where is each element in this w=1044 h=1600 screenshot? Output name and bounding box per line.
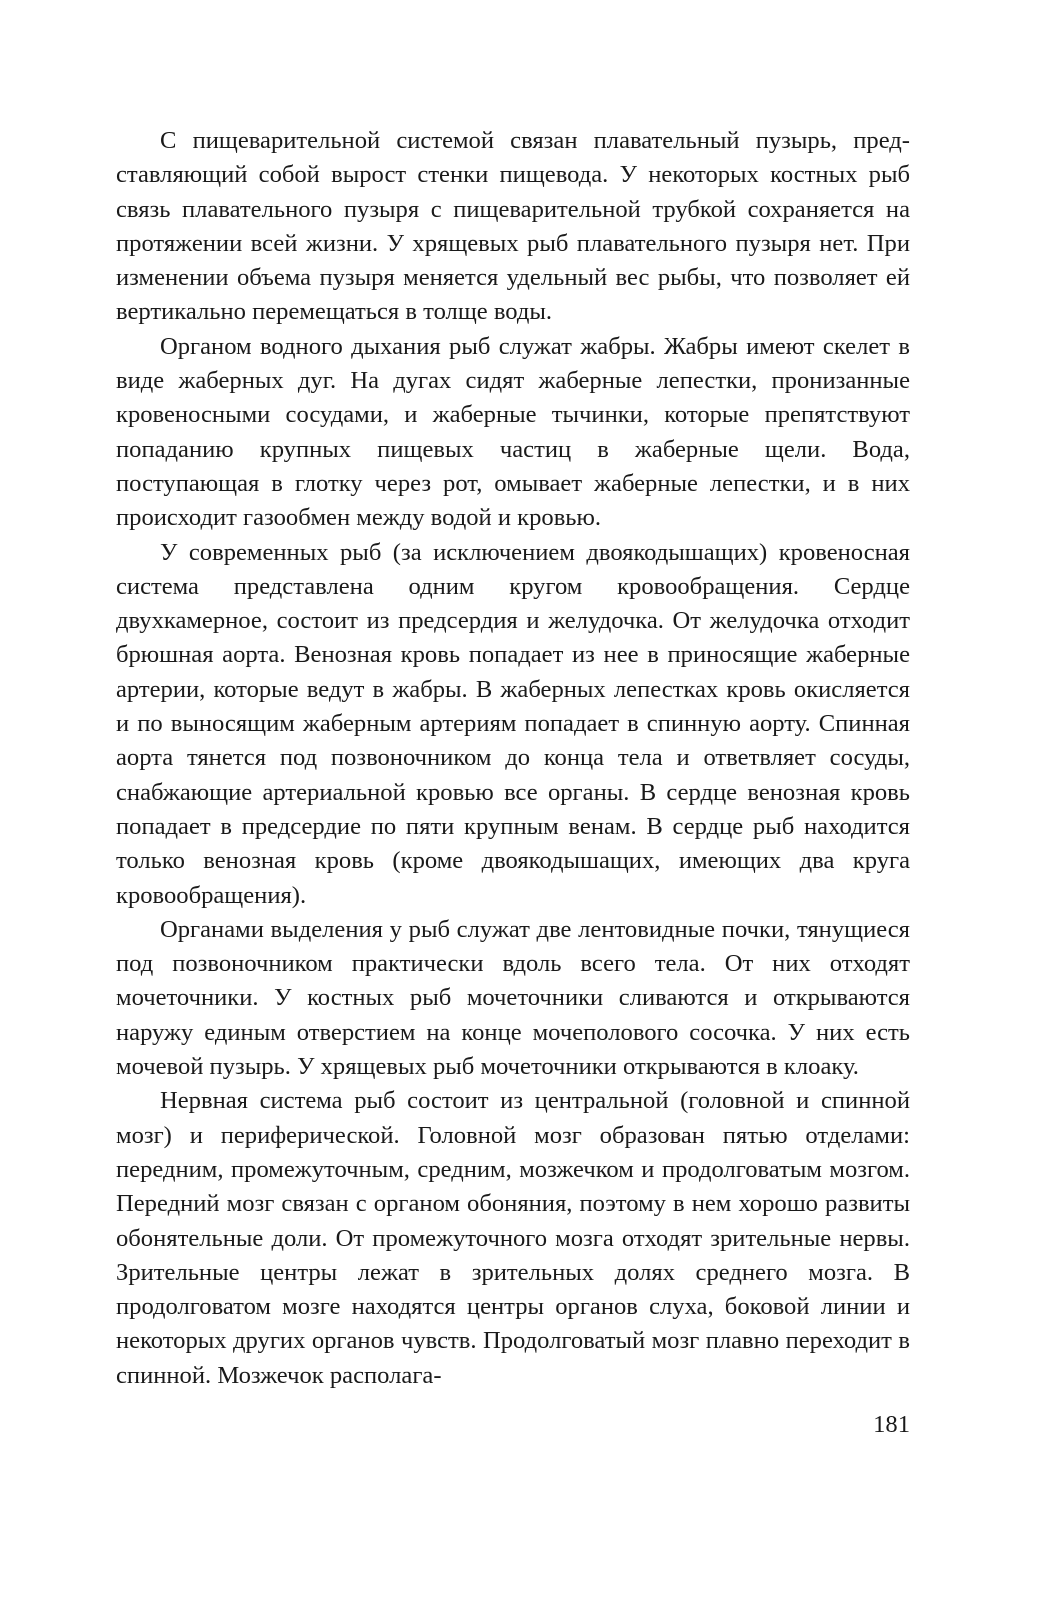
paragraph-swim-bladder: С пищеварительной системой связан плавательный пузырь, представляющий собой вырост стенки пищевода. У некоторых костных рыб связь плавательного пузыря с пищеварительной трубкой сохраняется на протяжении всей жизни. У хрящевых рыб плавательного пузыря нет. При изменении объема пузыря меняется удельный вес рыбы, что позволяет ей вертикально перемещаться в толще воды.	[116, 127, 910, 326]
paragraph-circulatory-system: У современных рыб (за исключением двоякодышащих) кровеносная система представлена одним кругом кровообращения. Сердце двухкамерное, состоит из предсердия и желудочка. От желудочка отходит брюшная аорта. Венозная кровь попадает из нее в приносящие жаберные артерии, которые ведут в жабры. В жаберных лепестках кровь окисляется и по выносящим жаберным артериям попадает в спинную аорту. Спинная аорта тянется под позвоночником до конца тела и ответвляет сосуды, снабжающие артериальной кровью все органы. В сердце венозная кровь попадает в предсердие по пяти крупным венам. В сердце рыб находится только венозная кровь (кроме двоякодышащих, имеющих два круга кровообращения).	[116, 538, 910, 909]
paragraph-nervous-system: Нервная система рыб состоит из центральной (головной и спинной мозг) и периферической. Головной мозг образован пятью отделами: передним, промежуточным, средним, мозжечком и продолговатым мозгом. Передний мозг связан с органом обоняния, поэтому в нем хорошо развиты обонятельные доли. От промежуточного мозга отходят зрительные нервы. Зрительные центры лежат в зрительных долях среднего мозга. В продолговатом мозге находятся центры органов слуха, боковой линии и некоторых других органов чувств. Продолговатый мозг плавно переходит в спинной. Мозжечок располага-	[116, 1087, 910, 1389]
page-number: 181	[873, 1411, 910, 1438]
page-text	[116, 124, 910, 1464]
paragraph-excretory-system: Органами выделения у рыб служат две лентовидные почки, тянущиеся под позвоночником практически вдоль всего тела. От них отходят мочеточники. У костных рыб мочеточники сливаются и открываются наружу единым отверстием на конце мочеполового сосочка. У них есть мочевой пузырь. У хрящевых рыб мочеточники открываются в клоаку.	[116, 915, 910, 1081]
paragraph-gills: Органом водного дыхания рыб служат жабры. Жабры имеют скелет в виде жаберных дуг. На дугах сидят жаберные лепестки, пронизанные кровеносными сосудами, и жаберные тычинки, которые препятствуют попаданию крупных пищевых частиц в жаберные щели. Вода, поступающая в глотку через рот, омывает жаберные лепестки, и в них происходит газообмен между водой и кровью.	[116, 332, 910, 532]
